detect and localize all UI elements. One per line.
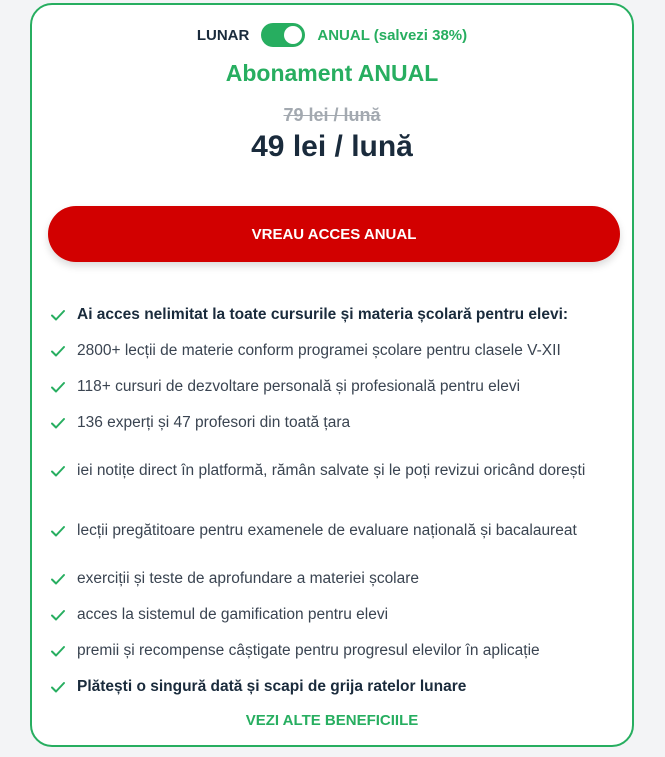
feature-list [50,297,610,705]
old-price: 79 lei / lună [283,105,381,125]
feature-text: 2800+ lecții de materie conform programei școlare pentru clasele V-XII [77,342,561,359]
feature-text: Plătești o singură dată și scapi de grija ratelor lunare [77,678,467,695]
pricing-card [30,3,634,747]
feature-text: premii și recompense câștigate pentru progresul elevilor în aplicație [77,642,540,659]
checkmark-icon [50,343,66,359]
checkmark-icon [50,643,66,659]
checkmark-icon [50,523,66,539]
annual-label[interactable]: ANUAL (salvezi 38%) [317,26,468,44]
feature-item [50,633,610,669]
new-price: 49 lei / lună [251,130,413,163]
checkmark-icon [50,463,66,479]
feature-text: exerciții și teste de aprofundare a materiei școlare [77,570,420,587]
feature-text: acces la sistemul de gamification pentru elevi [77,606,389,623]
plan-title: Abonament ANUAL [225,60,439,86]
billing-toggle-row [32,23,632,47]
feature-text: 136 experți și 47 profesori din toată țara [77,414,351,431]
billing-period-switch[interactable] [261,23,305,47]
feature-item [50,333,610,369]
feature-item [50,441,610,501]
checkmark-icon [50,307,66,323]
checkmark-icon [50,415,66,431]
switch-knob [284,26,302,44]
checkmark-icon [50,571,66,587]
feature-item [50,561,610,597]
annual-access-button[interactable]: VREAU ACCES ANUAL [48,206,620,262]
feature-item [50,369,610,405]
feature-item [50,669,610,705]
checkmark-icon [50,379,66,395]
feature-item [50,501,610,561]
feature-text: iei notițe direct în platformă, rămân salvate și le poți revizui oricând dorești [77,462,586,479]
see-more-benefits-link[interactable]: VEZI ALTE BENEFICIILE [245,712,419,729]
checkmark-icon [50,607,66,623]
checkmark-icon [50,679,66,695]
feature-item [50,405,610,441]
feature-item [50,597,610,633]
monthly-label[interactable]: LUNAR [196,26,250,44]
feature-text: 118+ cursuri de dezvoltare personală și profesională pentru elevi [77,378,521,395]
feature-text: Ai acces nelimitat la toate cursurile și materia școlară pentru elevi: [77,306,569,323]
feature-item [50,297,610,333]
feature-text: lecții pregătitoare pentru examenele de evaluare națională și bacalaureat [77,522,577,539]
